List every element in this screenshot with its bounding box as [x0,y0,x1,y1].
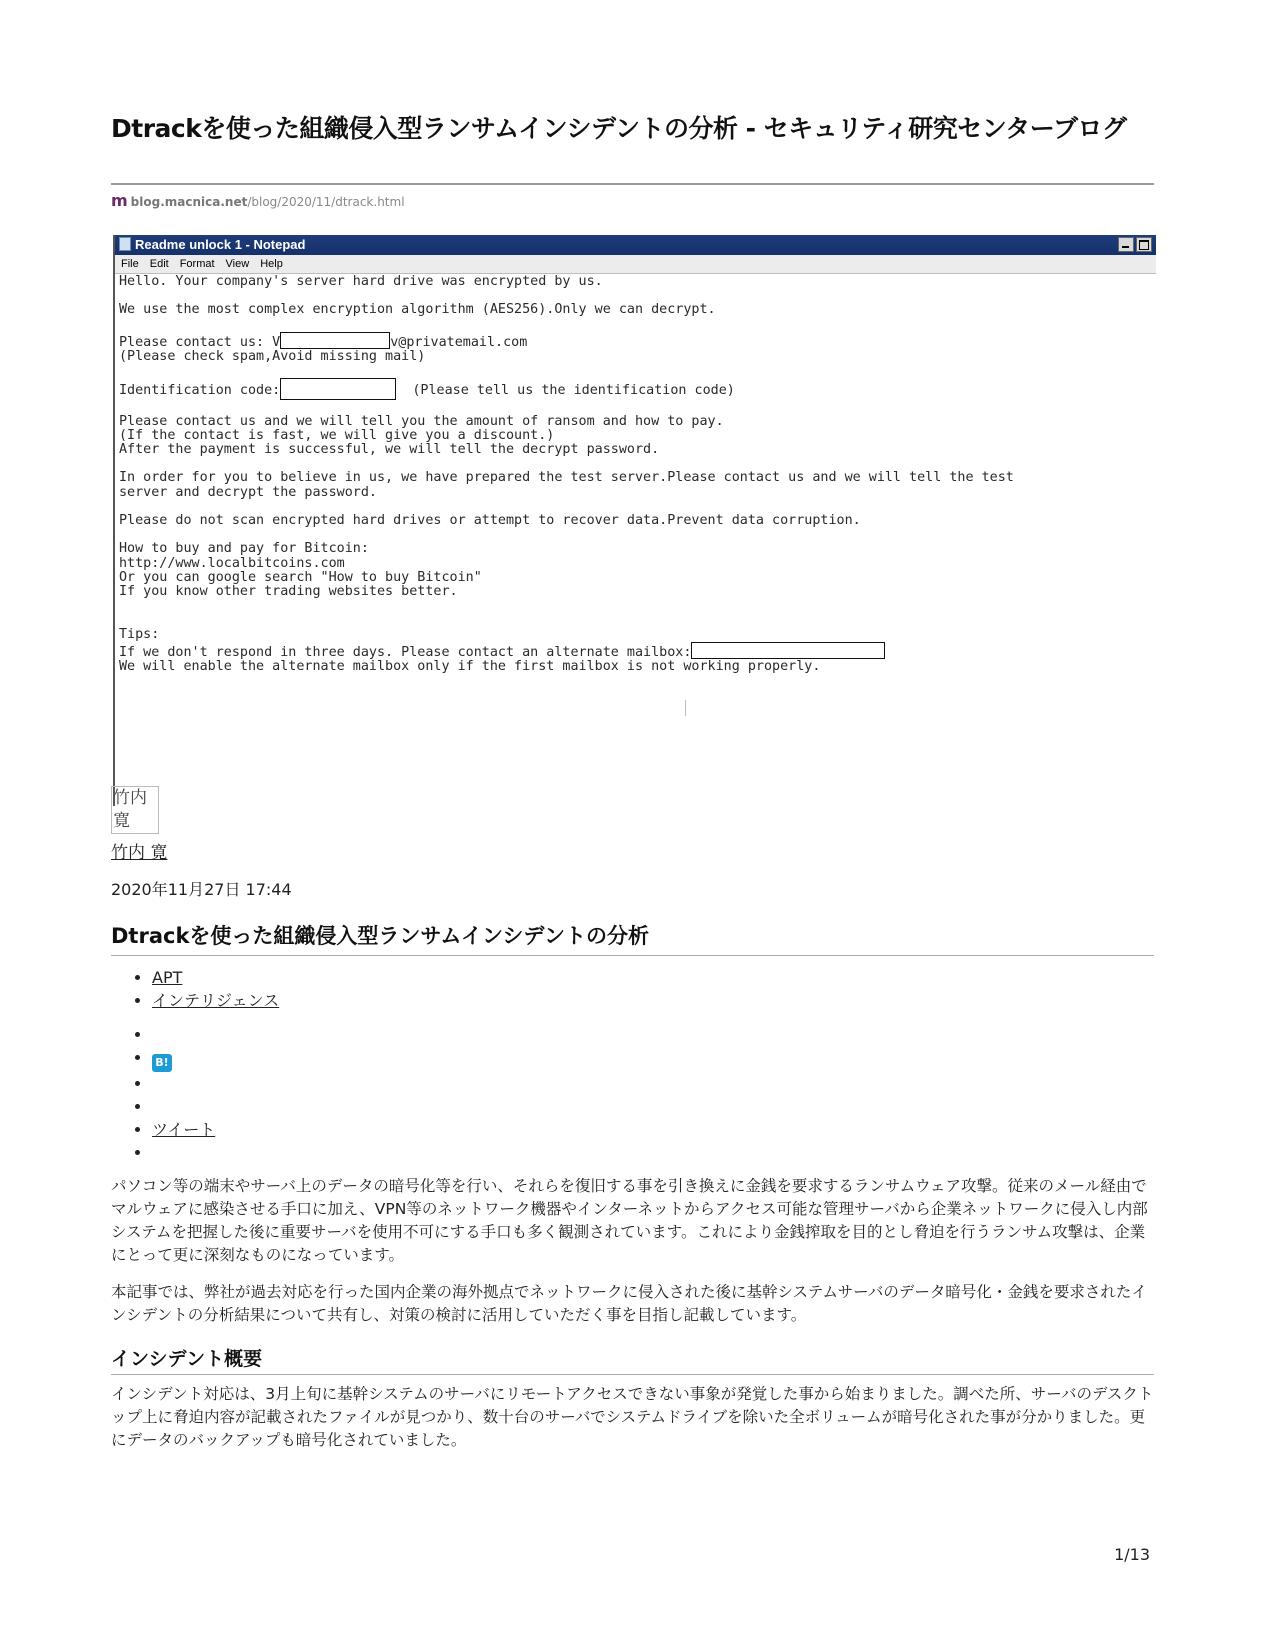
note-line: (If the contact is fast, we will give you a discount.) [119,427,555,443]
redacted-id-code-box [280,378,396,400]
note-line: In order for you to believe in us, we have prepared the test server.Please contact us and we will tell the test [119,470,1014,486]
hatena-bookmark-icon[interactable]: B! [152,1054,172,1072]
section-heading: インシデント概要 [111,1348,263,1370]
tag-apt-link[interactable]: APT [152,968,183,987]
note-line: http://www.localbitcoins.com [119,555,345,571]
post-date: 2020年11月27日 17:44 [111,880,292,899]
menu-edit: Edit [149,258,169,270]
note-line: v@privatemail.com [390,334,528,350]
minimize-icon [1118,237,1134,252]
page-number: 1/13 [1114,1545,1150,1564]
note-line: We use the most complex encryption algorithm (AES256).Only we can decrypt. [119,302,716,318]
section-divider [111,1374,1154,1375]
share-item [152,1118,215,1141]
note-line: If we don't respond in three days. Please contact an alternate mailbox: [119,644,692,660]
menu-view: View [225,258,250,270]
purpose-paragraph: 本記事では、弊社が過去対応を行った国内企業の海外拠点でネットワークに侵入された後に基幹システムサーバのデータ暗号化・金銭を要求されたインシデントの分析結果について共有し、対策の検討に活用していただく事を目指し記載しています。 [111,1283,1147,1324]
note-line: Please do not scan encrypted hard drives or attempt to recover data.Prevent data corruption. [119,513,861,529]
note-line: Please contact us: V [119,334,281,350]
author-link[interactable]: 竹内 寛 [111,843,168,863]
heading-divider [111,955,1154,956]
maximize-icon [1136,237,1152,252]
notepad-icon [119,237,131,251]
ransom-note-screenshot [113,235,1156,806]
intro-paragraph: パソコン等の端末やサーバ上のデータの暗号化等を行い、それらを復旧する事を引き換えに金銭を要求するランサムウェア攻撃。従来のメール経由でマルウェアに感染させる手口に加え、VPN等のネットワーク機器やインターネットからアクセス可能な管理サーバから企業ネットワークに侵入し内部システムを把握した後に重要サーバを使用不可にする手口も多く観測されています。これにより金銭搾取を目的とし脅迫を行うランサム攻撃は、企業にとって更に深刻なものになっています。 [111,1177,1148,1264]
note-line: Tips: [119,626,160,642]
share-item [152,1023,215,1046]
menu-file: File [121,258,139,270]
share-item [152,1095,215,1118]
title-divider [111,183,1154,185]
redacted-email-box [280,332,390,349]
share-item [152,1141,215,1164]
author-avatar: 竹内 寛 [111,786,159,834]
tweet-link[interactable]: ツイート [152,1120,216,1139]
note-line: Identification code: [119,383,281,399]
tag-list [111,966,279,1012]
note-line: Or you can google search "How to buy Bitcoin" [119,569,482,585]
note-line: server and decrypt the password. [119,484,377,500]
menu-help: Help [260,258,283,270]
note-line: If you know other trading websites better. [119,584,458,600]
note-line: How to buy and pay for Bitcoin: [119,541,369,557]
note-line: Please contact us and we will tell you the amount of ransom and how to pay. [119,413,724,429]
notepad-menubar [115,255,1156,274]
note-line: We will enable the alternate mailbox only if the first mailbox is not working properly. [119,659,821,675]
note-line: Hello. Your company's server hard drive was encrypted by us. [119,274,603,289]
source-path: /blog/2020/11/dtrack.html [247,195,405,209]
page-title: Dtrackを使った組織侵入型ランサムインシデントの分析 - セキュリティ研究センターブログ [111,114,1127,143]
overview-paragraph: インシデント対応は、3月上旬に基幹システムのサーバにリモートアクセスできない事象が発覚した事から始まりました。調べた所、サーバのデスクトップ上に脅迫内容が記載されたファイルが見つかり、数十台のサーバでシステムドライブを除いた全ボリュームが暗号化された事が分かりました。更にデータのバックアップも暗号化されていました。 [111,1385,1154,1449]
note-line: After the payment is successful, we will tell the decrypt password. [119,442,660,458]
tag-intelligence-link[interactable]: インテリジェンス [152,991,280,1010]
source-domain: blog.macnica.net [130,195,248,209]
tag-item [152,966,279,989]
ransom-note-text [119,275,1149,674]
note-line: (Please check spam,Avoid missing mail) [119,349,426,365]
text-cursor [685,700,686,716]
notepad-window-title: Readme unlock 1 - Notepad [135,237,306,252]
article-heading: Dtrackを使った組織侵入型ランサムインシデントの分析 [111,924,649,948]
tag-item [152,989,279,1012]
share-item [152,1072,215,1095]
redacted-alt-mailbox-box [691,642,885,659]
macnica-logo-icon: m [111,191,128,210]
menu-format: Format [179,258,215,270]
share-list [111,1023,215,1164]
source-url[interactable] [111,191,405,210]
notepad-titlebar [115,235,1156,255]
note-line: (Please tell us the identification code) [412,383,735,399]
share-item [152,1046,215,1072]
